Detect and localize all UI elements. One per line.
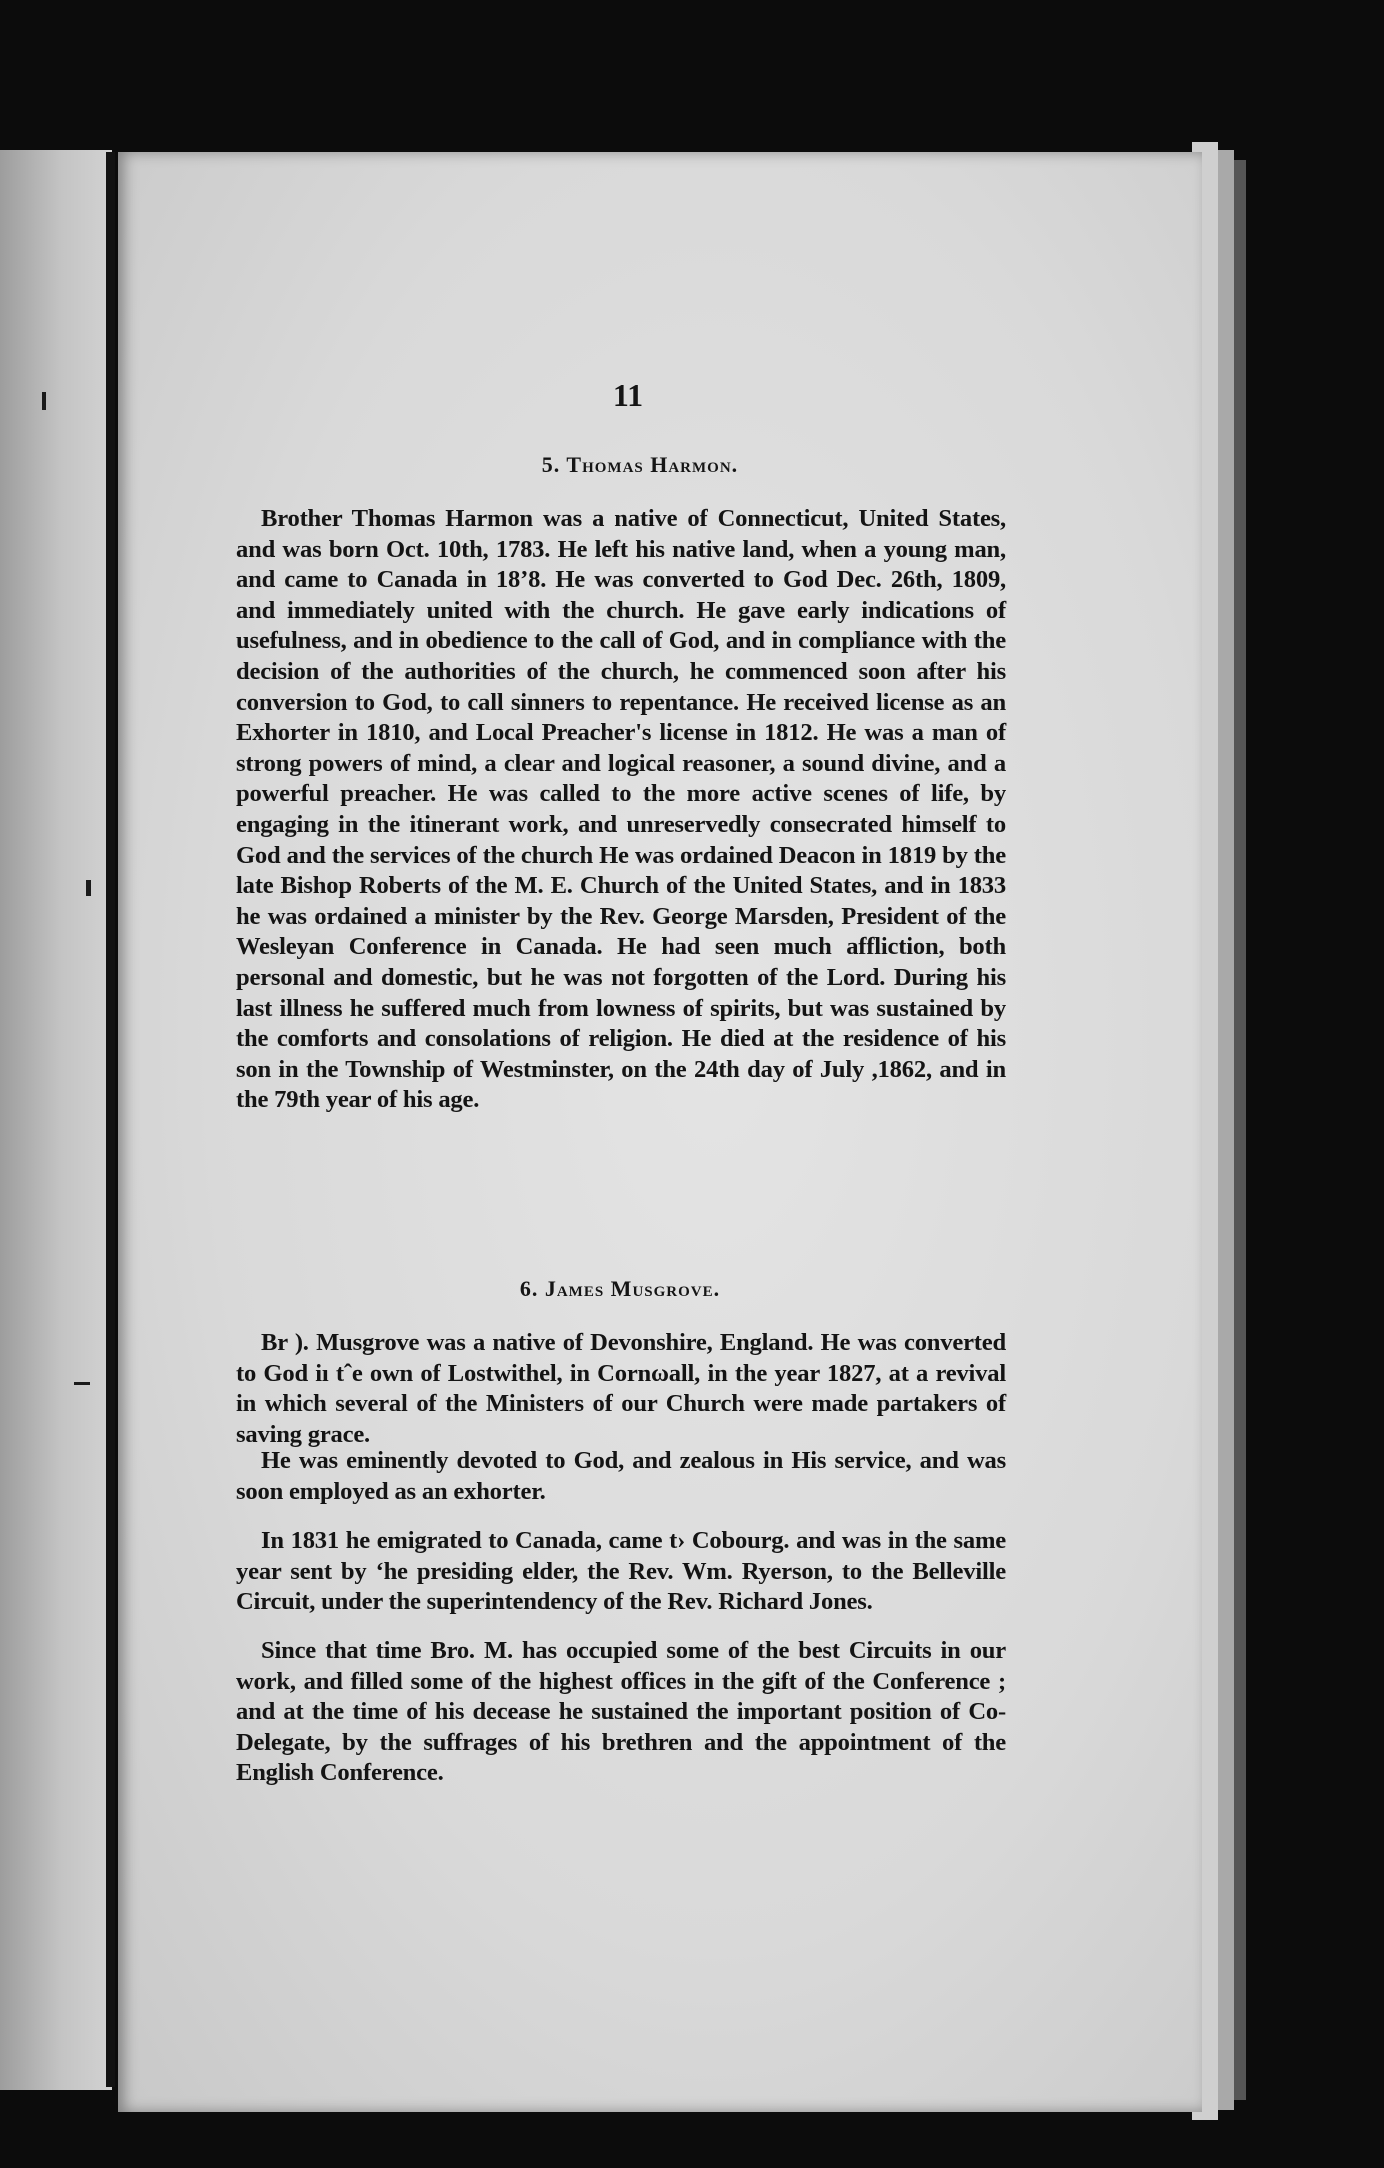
page-number: 11 bbox=[612, 377, 644, 413]
entry-heading-musgrove: 6. James Musgrove. bbox=[519, 1276, 721, 1301]
entry-heading-harmon: 5. Thomas Harmon. bbox=[541, 452, 739, 477]
binding-gutter bbox=[106, 152, 115, 2087]
entry-paragraph: Br ). Musgrove was a native of Devonshire, England. He was converted to God iı tˆe own of Lostwithel, in Cornωall, in the year 1827, at a revival in which several of the Ministers of our Church were made partakers of saving grace. bbox=[236, 1329, 1006, 1448]
margin-mark bbox=[42, 392, 46, 410]
entry-paragraph: Since that time Bro. M. has occupied some of the best Circuits in our work, and filled some of the highest offices in the gift of the Conference ; and at the time of his decease he sustained the important position of Co-Delegate, by the suffrages of his brethren and the appointment of the English Conference. bbox=[236, 1637, 1006, 1787]
left-page-edge bbox=[0, 150, 112, 2090]
page-edge-shadow bbox=[1234, 160, 1246, 2100]
book-page bbox=[118, 152, 1202, 2112]
margin-mark bbox=[74, 1382, 90, 1385]
entry-paragraph: He was eminently devoted to God, and zealous in His service, and was soon employed as an exhorter. bbox=[236, 1447, 1006, 1505]
entry-paragraph: Brother Thomas Harmon was a native of Connecticut, United States, and was born Oct. 10th, 1783. He left his native land, when a young man, and came to Canada in 18’8. He was converted to God Dec. 26th, 1809, and immediately united with the church. He gave early indications of usefulness, and in obedience to the call of God, and in compliance with the decision of the authorities of the church, he commenced soon after his conversion to God, to call sinners to repentance. He received license as an Exhorter in 1810, and Local Preacher's license in 1812. He was a man of strong powers of mind, a clear and logical reasoner, a sound divine, and a powerful preacher. He was called to the more active scenes of life, by engaging in the itinerant work, and unreservedly consecrated himself to God and the services of the church He was ordained Deacon in 1819 by the late Bishop Roberts of the M. E. Church of the United States, and in 1833 he was ordained a minister by the Rev. George Marsden, President of the Wesleyan Conference in Canada. He had seen much affliction, both personal and domestic, but he was not forgotten of the Lord. During his last illness he suffered much from lowness of spirits, but was sustained by the comforts and consolations of religion. He died at the residence of his son in the Township of Westminster, on the 24th day of July ,1862, and in the 79th year of his age. bbox=[236, 505, 1006, 1114]
entry-paragraph: In 1831 he emigrated to Canada, came t› Cobourg. and was in the same year sent by ‘he presiding elder, the Rev. Wm. Ryerson, to the Belleville Circuit, under the superintendency of the Rev. Richard Jones. bbox=[236, 1527, 1006, 1616]
margin-mark bbox=[86, 880, 91, 896]
